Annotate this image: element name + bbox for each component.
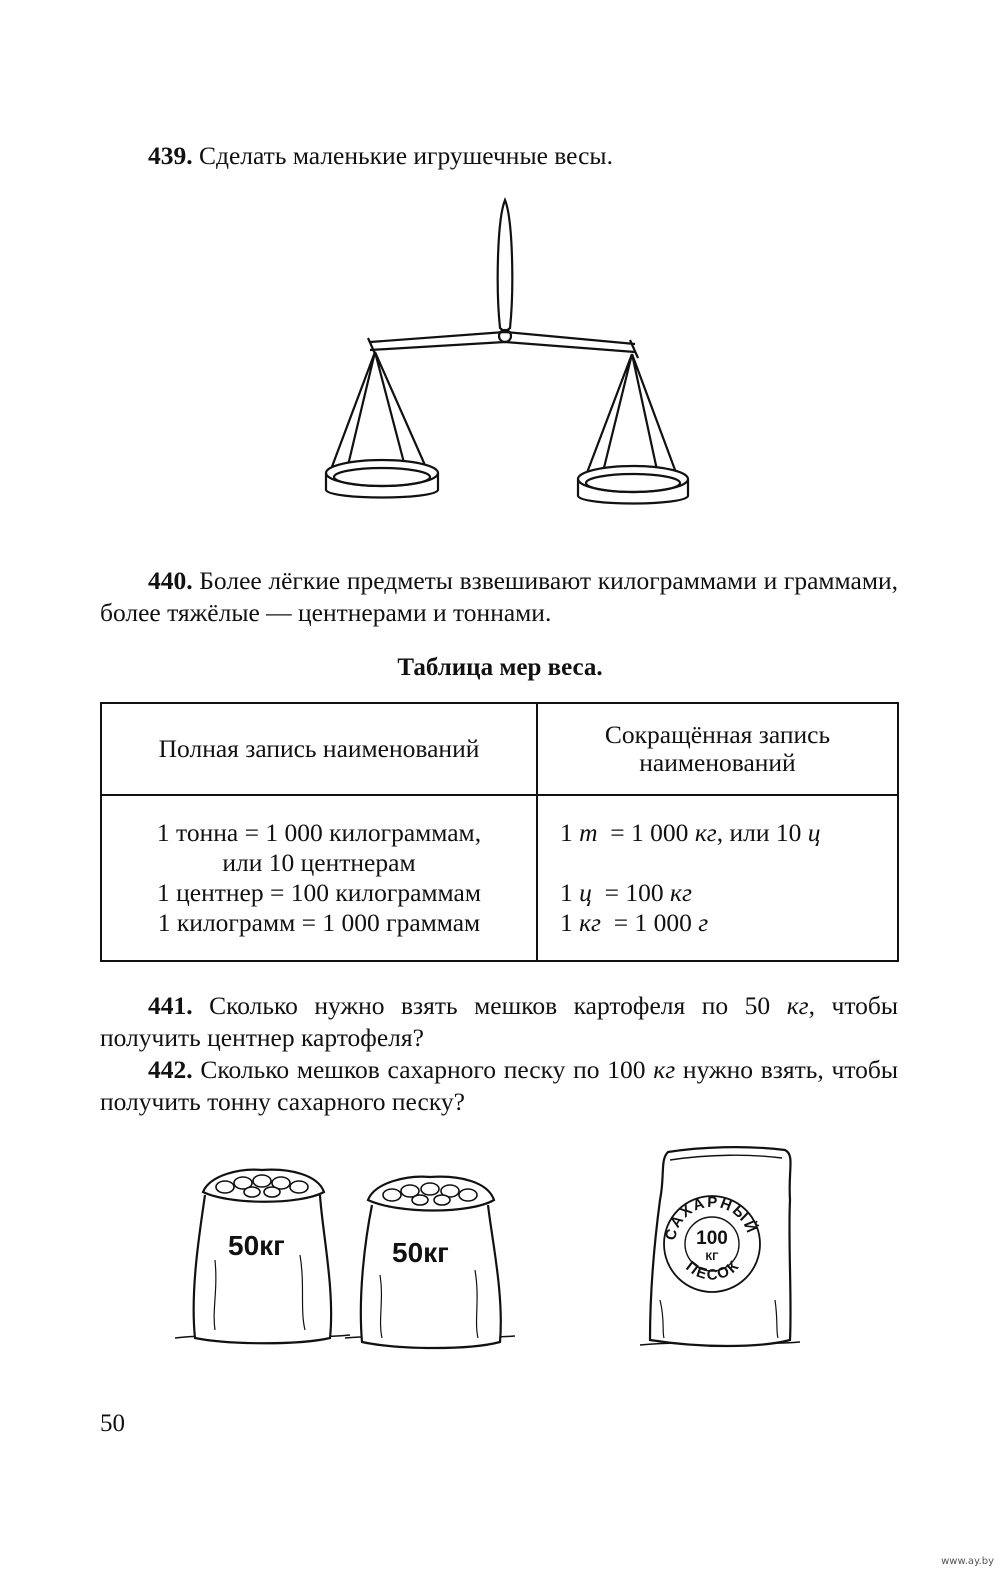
problem-number: 442. xyxy=(148,1055,193,1084)
table-line: 1 ц = 100 кг xyxy=(560,878,692,907)
sugar-sack-value: 100 xyxy=(696,1228,728,1249)
sugar-sack-bottom-label: ПЕСОК xyxy=(682,1256,744,1284)
header-full-names: Полная запись наименований xyxy=(101,703,537,795)
table-line: или 10 центнерам xyxy=(222,848,416,877)
header-short-names: Сокращённая запись наименований xyxy=(537,703,898,795)
table-line: 1 центнер = 100 килограммам xyxy=(157,878,481,907)
page-number: 50 xyxy=(100,1410,125,1437)
sugar-sack-top-label: САХАРНЫЙ xyxy=(662,1193,761,1242)
table-line: 1 тонна = 1 000 килограммам, xyxy=(156,818,482,847)
table-line: 1 килограмм = 1 000 граммам xyxy=(157,908,481,937)
problem-text: Более лёгкие предметы взвешивают килограммами и граммами, более тяжёлые — центнерами и тоннами. xyxy=(100,566,898,627)
problem-number: 440. xyxy=(148,566,193,595)
potato-sack-label: 50кг xyxy=(392,1237,449,1268)
problem-number: 441. xyxy=(148,991,193,1020)
table-line: 1 т = 1 000 кг, или 10 ц xyxy=(560,818,821,847)
problem-text: Сделать маленькие игрушечные весы. xyxy=(199,141,613,170)
table-line: 1 кг = 1 000 г xyxy=(560,908,709,937)
sugar-sack-unit: КГ xyxy=(705,1251,719,1263)
problem-number: 439. xyxy=(148,141,193,170)
potato-sack-label: 50кг xyxy=(228,1230,285,1261)
problem-442: 442. Сколько мешков сахарного песку по 100 кг нужно взять, чтобы получить тонну сахарного песку? xyxy=(100,1055,898,1116)
watermark: www.ay.by xyxy=(941,1556,994,1567)
table-caption: Таблица мер веса. xyxy=(397,654,603,681)
problem-441: 441. Сколько нужно взять мешков картофеля по 50 кг, чтобы получить центнер картофеля? xyxy=(100,991,898,1052)
